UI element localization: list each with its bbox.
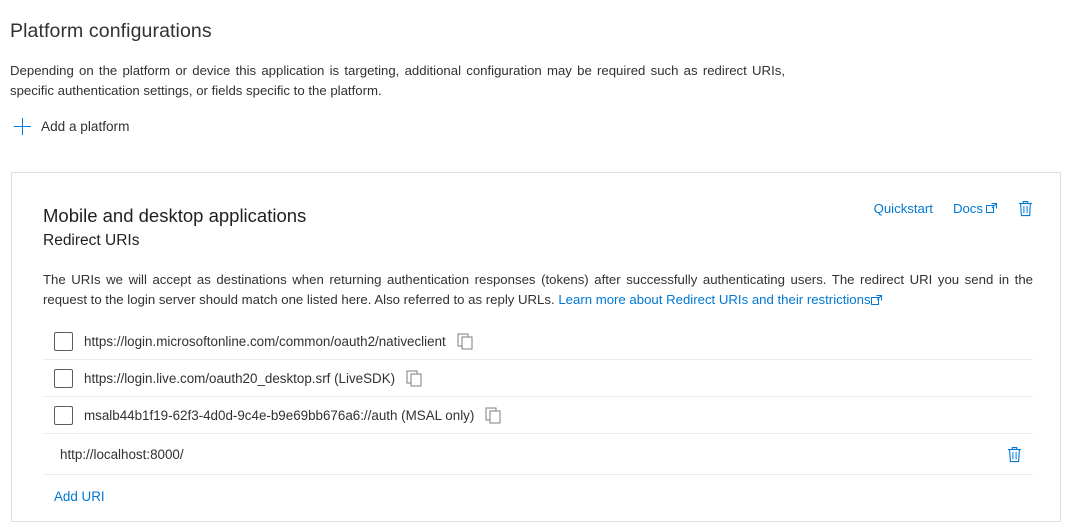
card-actions [874, 199, 1034, 218]
redirect-uri-list [43, 323, 1033, 475]
redirect-uri-checkbox[interactable] [54, 406, 73, 425]
redirect-uri-checkbox[interactable] [54, 332, 73, 351]
quickstart-link[interactable]: Quickstart [873, 201, 933, 216]
custom-redirect-uri-row [43, 434, 1033, 475]
redirect-uri-text: msalb44b1f19-62f3-4d0d-9c4e-b9e69bb676a6://auth (MSAL only) [84, 407, 475, 423]
copy-icon[interactable] [485, 407, 502, 424]
add-uri-button[interactable]: Add URI [54, 489, 105, 504]
page-title: Platform configurations [10, 20, 212, 42]
add-a-platform-button[interactable] [14, 118, 129, 135]
copy-icon[interactable] [406, 370, 423, 387]
plus-icon [14, 118, 31, 135]
platform-card [11, 172, 1061, 522]
redirect-uri-text: https://login.microsoftonline.com/common/oauth2/nativeclient [84, 333, 446, 349]
card-description [43, 270, 1033, 309]
add-a-platform-label: Add a platform [41, 119, 130, 134]
delete-uri-button[interactable] [1006, 445, 1023, 464]
page-description: Depending on the platform or device this application is targeting, additional configuration may be required such as redirect URIs, specific authentication settings, or fields specific to the platform. [10, 63, 785, 98]
docs-link-label: Docs [952, 201, 983, 216]
docs-link[interactable] [953, 201, 997, 216]
redirect-uri-input[interactable] [60, 447, 860, 462]
copy-icon[interactable] [457, 333, 474, 350]
redirect-uri-row [43, 360, 1033, 397]
card-subtitle: Redirect URIs [43, 232, 140, 249]
learn-more-link[interactable]: Learn more about Redirect URIs and their restrictions [558, 291, 871, 307]
redirect-uri-row [43, 397, 1033, 434]
delete-platform-button[interactable] [1017, 199, 1034, 218]
redirect-uri-checkbox[interactable] [54, 369, 73, 388]
learn-more-external-icon [871, 295, 882, 306]
external-link-icon [986, 203, 997, 214]
card-description-text: The URIs we will accept as destinations when returning authentication responses (tokens) after successfully authenticating users. The redirect URI you send in the request to the login server should match one listed here. Also referred to as reply URLs. [43, 272, 1033, 307]
redirect-uri-row [43, 323, 1033, 360]
card-title: Mobile and desktop applications [43, 205, 307, 226]
redirect-uri-text: https://login.live.com/oauth20_desktop.srf (LiveSDK) [84, 370, 396, 386]
